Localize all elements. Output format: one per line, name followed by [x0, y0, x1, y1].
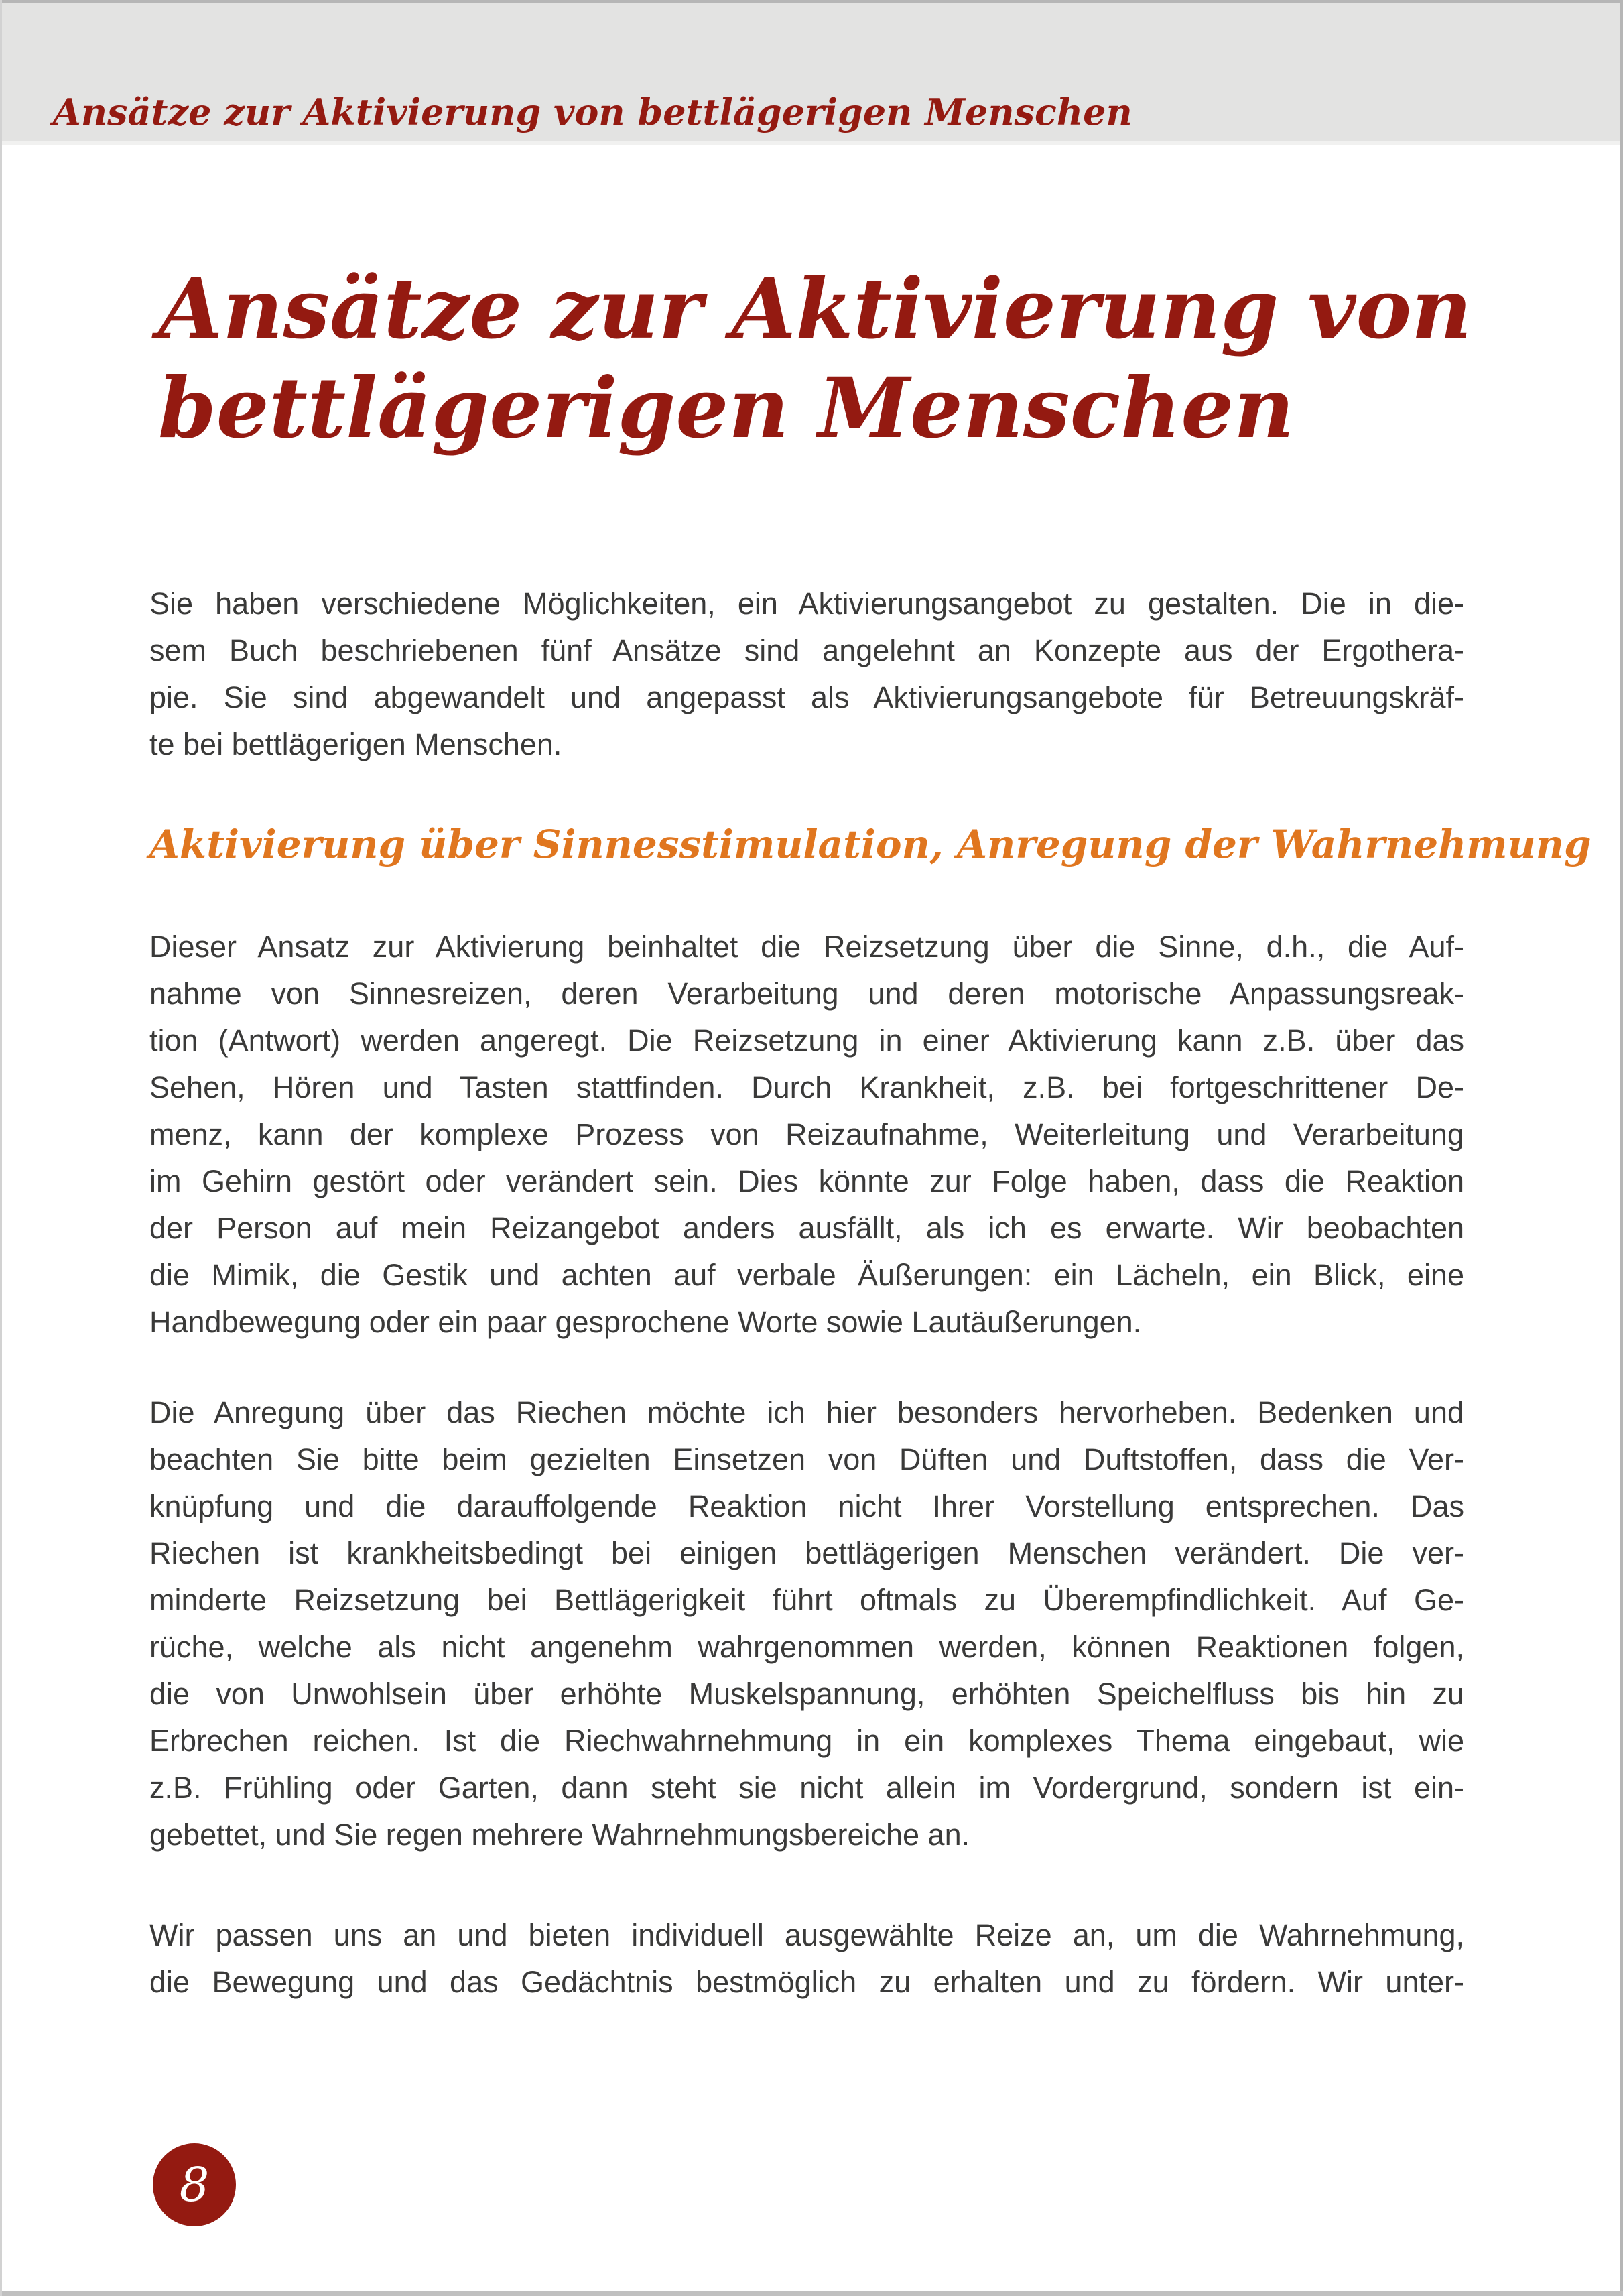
page-number: 8: [179, 2157, 210, 2212]
page-title: [158, 260, 1472, 458]
body-paragraph-reize: [149, 1912, 1464, 2006]
running-header-bar: [2, 3, 1620, 145]
text-line: nahme von Sinnesreizen, deren Verarbeitung und deren motorische Anpassungsreak-: [149, 976, 1464, 1011]
text-line: bettlägerigen Menschen: [158, 360, 1295, 457]
text-line: sem Buch beschriebenen fünf Ansätze sind angelehnt an Konzepte aus der Ergothera-: [149, 633, 1464, 667]
text-line: knüpfung und die darauffolgende Reaktion nicht Ihrer Vorstellung entsprechen. Das: [149, 1489, 1464, 1523]
text-line: Handbewegung oder ein paar gesprochene Worte sowie Lautäußerungen.: [149, 1305, 1142, 1339]
running-header-title: Ansätze zur Aktivierung von bettlägerigen Menschen: [53, 90, 1132, 133]
text-line: Riechen ist krankheitsbedingt bei einigen bettlägerigen Menschen verändert. Die ver-: [149, 1536, 1464, 1570]
text-line: z.B. Frühling oder Garten, dann steht sie nicht allein im Vordergrund, sondern ist ein-: [149, 1771, 1464, 1805]
text-line: die Mimik, die Gestik und achten auf verbale Äußerungen: ein Lächeln, ein Blick, eine: [149, 1258, 1464, 1292]
text-line: gebettet, und Sie regen mehrere Wahrnehmungsbereiche an.: [149, 1817, 970, 1852]
text-line: Erbrechen reichen. Ist die Riechwahrnehmung in ein komplexes Thema eingebaut, wie: [149, 1724, 1464, 1758]
text-line: pie. Sie sind abgewandelt und angepasst als Aktivierungsangebote für Betreuungskräf-: [149, 680, 1464, 714]
page-border-top: [0, 0, 1623, 3]
body-paragraph-sinnesstimulation: [149, 923, 1464, 1346]
section-heading: Aktivierung über Sinnesstimulation, Anregung der Wahrnehmung: [149, 822, 1592, 867]
text-line: tion (Antwort) werden angeregt. Die Reizsetzung in einer Aktivierung kann z.B. über das: [149, 1023, 1464, 1058]
text-line: minderte Reizsetzung bei Bettlägerigkeit führt oftmals zu Überempfindlichkeit. Auf Ge-: [149, 1583, 1464, 1617]
text-line: Sie haben verschiedene Möglichkeiten, ein Aktivierungsangebot zu gestalten. Die in die-: [149, 586, 1464, 621]
text-line: Die Anregung über das Riechen möchte ich hier besonders hervorheben. Bedenken und: [149, 1395, 1464, 1429]
text-line: Dieser Ansatz zur Aktivierung beinhaltet die Reizsetzung über die Sinne, d.h., die Auf-: [149, 930, 1464, 964]
text-line: im Gehirn gestört oder verändert sein. Dies könnte zur Folge haben, dass die Reaktion: [149, 1164, 1464, 1198]
text-line: menz, kann der komplexe Prozess von Reizaufnahme, Weiterleitung und Verarbeitung: [149, 1117, 1464, 1151]
text-line: Sehen, Hören und Tasten stattfinden. Durch Krankheit, z.B. bei fortgeschrittener De-: [149, 1070, 1464, 1104]
text-line: rüche, welche als nicht angenehm wahrgenommen werden, können Reaktionen folgen,: [149, 1630, 1464, 1664]
page-border-left: [0, 0, 2, 2296]
text-line: Wir passen uns an und bieten individuell ausgewählte Reize an, um die Wahrnehmung,: [149, 1918, 1464, 1952]
body-paragraph-riechen: [149, 1389, 1464, 1858]
page-number-badge: [153, 2143, 236, 2226]
text-line: der Person auf mein Reizangebot anders ausfällt, als ich es erwarte. Wir beobachten: [149, 1211, 1464, 1245]
intro-paragraph: [149, 580, 1464, 768]
text-line: Ansätze zur Aktivierung von: [158, 261, 1472, 358]
page-border-bottom: [0, 2291, 1623, 2296]
page-border-right: [1620, 0, 1623, 2296]
text-line: te bei bettlägerigen Menschen.: [149, 727, 562, 761]
text-line: die von Unwohlsein über erhöhte Muskelspannung, erhöhten Speichelfluss bis hin zu: [149, 1677, 1464, 1711]
text-line: beachten Sie bitte beim gezielten Einsetzen von Düften und Duftstoffen, dass die Ver-: [149, 1442, 1464, 1476]
text-line: die Bewegung und das Gedächtnis bestmöglich zu erhalten und zu fördern. Wir unter-: [149, 1965, 1464, 1999]
